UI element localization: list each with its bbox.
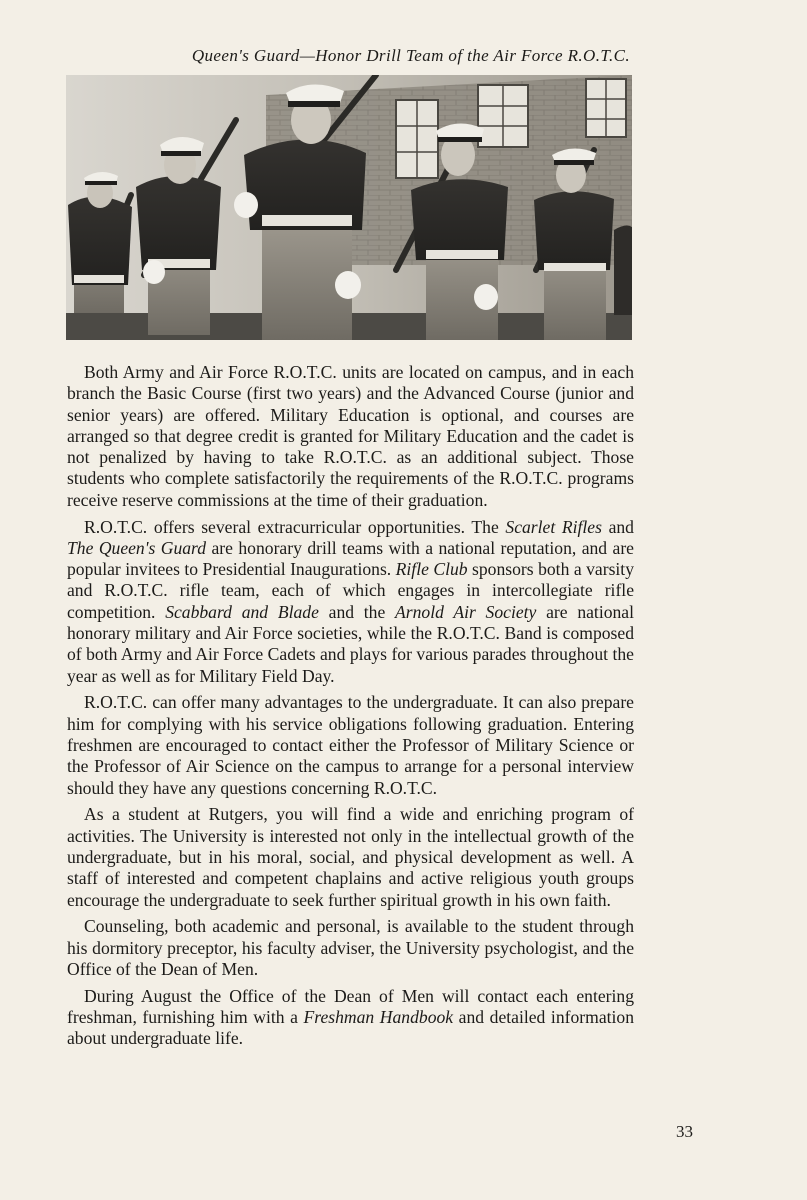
drill-team-photo	[66, 75, 632, 340]
photo-caption: Queen's Guard—Honor Drill Team of the Air Force R.O.T.C.	[191, 46, 630, 65]
page-number: 33	[676, 1122, 693, 1141]
paragraph: During August the Office of the Dean of Men will contact each entering freshman, furnishing him with a Freshman Handbook and detailed information about undergraduate life.	[67, 985, 634, 1049]
italic-title: Scabbard and Blade	[165, 601, 319, 622]
body-text	[67, 362, 634, 1055]
italic-title: The Queen's Guard	[67, 537, 207, 558]
paragraph: Counseling, both academic and personal, is available to the student through his dormitory preceptor, his faculty adviser, the University psychologist, and the Office of the Dean of Men.	[67, 916, 634, 980]
paragraph: R.O.T.C. offers several extracurricular opportunities. The Scarlet Rifles and The Queen's Guard are honorary drill teams with a national reputation, and are popular invitees to Presidential Inaugurations. Rifle Club sponsors both a varsity and R.O.T.C. rifle team, each of which engages in intercollegiate rifle competition. Scabbard and Blade and the Arnold Air Society are national honorary military and Air Force societies, while the R.O.T.C. Band is composed of both Army and Air Force Cadets and plays for various parades throughout the year as well as for Military Field Day.	[67, 516, 634, 686]
paragraph: R.O.T.C. can offer many advantages to the undergraduate. It can also prepare him for complying with his service obligations following graduation. Entering freshmen are encouraged to contact either the Professor of Military Science or the Professor of Air Science on the campus to arrange for a personal interview should they have any questions concerning R.O.T.C.	[67, 692, 634, 798]
italic-title: Scarlet Rifles	[505, 516, 602, 537]
paragraph: As a student at Rutgers, you will find a wide and enriching program of activities. The University is interested not only in the intellectual growth of the undergraduate, but in his moral, social, and physical development as well. A staff of interested and competent chaplains and active religious youth groups encourage the undergraduate to seek further spiritual growth in his own faith.	[67, 804, 634, 910]
italic-title: Freshman Handbook	[303, 1007, 454, 1028]
italic-title: Arnold Air Society	[395, 601, 537, 622]
paragraph: Both Army and Air Force R.O.T.C. units are located on campus, and in each branch the Basic Course (first two years) and the Advanced Course (junior and senior years) are offered. Military Education is optional, and courses are arranged so that degree credit is granted for Military Education and the cadet is not penalized by having to take R.O.T.C. as an additional subject. Those students who complete satisfactorily the requirements of the R.O.T.C. programs receive reserve commissions at the time of their graduation.	[67, 362, 634, 510]
italic-title: Rifle Club	[395, 559, 468, 580]
